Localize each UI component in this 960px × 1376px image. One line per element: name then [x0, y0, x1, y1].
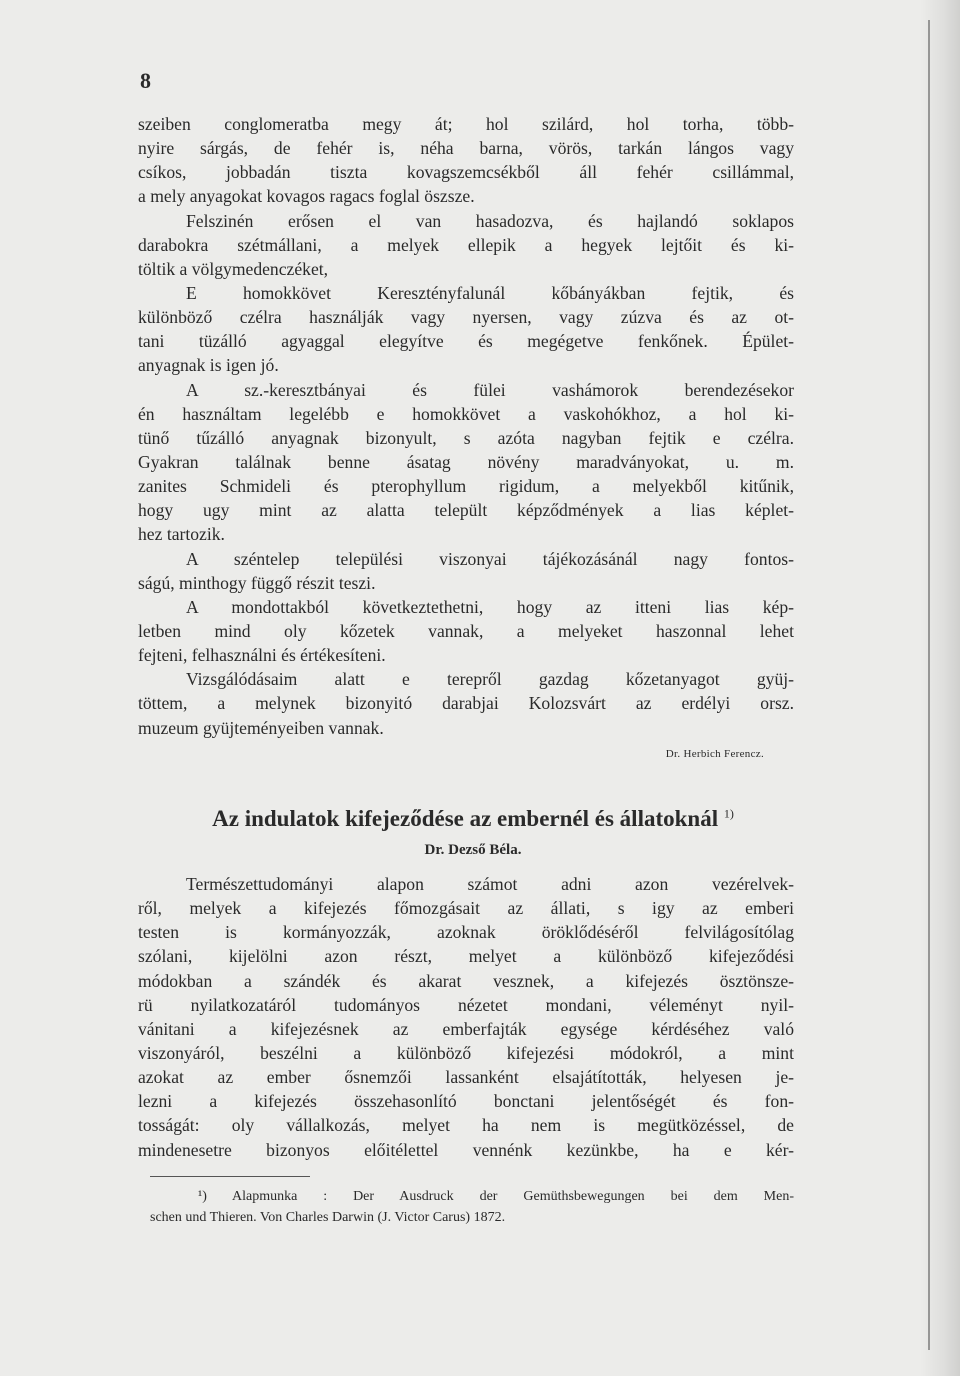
text-line: Gyakran találnak benne ásatag növény maradványokat, u. m. — [138, 451, 794, 472]
article-body — [138, 872, 794, 1162]
text-line: a mely anyagokat kovagos ragacs foglal öszsze. — [138, 186, 475, 207]
author-signature: Dr. Herbich Ferencz. — [665, 748, 764, 760]
text-line: hogy ugy mint az alatta települt képződmények a lias képlet- — [138, 500, 794, 521]
text-line: Természettudományi alapon számot adni azon vezérelvek- — [186, 874, 794, 894]
text-line: szólani, kijelölni azon részt, melyet a különböző kifejeződési — [138, 946, 794, 967]
text-line: töttem, a melynek bizonyitó darabjai Kolozsvárt az erdélyi orsz. — [138, 693, 794, 714]
text-line: fejteni, felhasználni és értékesíteni. — [138, 645, 386, 666]
text-line: letben mind oly kőzetek vannak, a melyeket haszonnal lehet — [138, 620, 794, 641]
text-line: A mondottakból következtethetni, hogy az itteni lias kép- — [186, 596, 794, 617]
text-line: különböző czélra használják vagy nyersen, vagy zúzva és az ot- — [138, 307, 794, 328]
text-line: lezni a kifejezés összehasonlító bonctani jelentőségét és fon- — [138, 1091, 794, 1112]
text-line: viszonyáról, beszélni a különböző kifejezési módokról, a mint — [138, 1042, 794, 1063]
text-line: én használtam legelébb e homokkövet a vaskohókhoz, a hol ki- — [138, 403, 794, 424]
article-author: Dr. Dezső Béla. — [424, 842, 522, 858]
text-line: mindenesetre bizonyos előitélettel vennénk kezünkbe, ha e kér- — [138, 1139, 794, 1160]
page-number: 8 — [140, 68, 151, 93]
text-line: zanites Schmideli és pterophyllum rigidum, a melyekből kitűnik, — [138, 476, 794, 497]
text-line: A sz.-keresztbányai és fülei vashámorok berendezésekor — [186, 379, 794, 400]
text-line: E homokkövet Keresztényfalunál kőbányákban fejtik, és — [186, 282, 794, 303]
text-line: ságú, minthogy függő részit teszi. — [138, 572, 376, 593]
text-line: A széntelep települési viszonyai tájékozásánál nagy fontos- — [186, 548, 794, 569]
text-line: rü nyilatkozatáról tudományos nézetet mondani, véleményt nyil- — [138, 994, 794, 1015]
text-line: csíkos, jobbadán tiszta kovagszemcsékből áll fehér csillámmal, — [138, 162, 794, 183]
text-line: szeiben conglomeratba megy át; hol szilárd, hol torha, több- — [138, 114, 794, 134]
text-line: testen is kormányozzák, azoknak öröklődéséről felvilágosítólag — [138, 922, 794, 943]
section-title-text: Az indulatok kifejeződése az embernél és állatoknál — [212, 806, 719, 831]
page-edge-shadow — [920, 0, 960, 1376]
footnote-marker: 1) — [723, 806, 734, 821]
page-edge-line — [928, 20, 930, 1350]
text-line: tosságát: oly vállalkozás, melyet ha nem is megütközéssel, de — [138, 1115, 794, 1136]
text-line: hez tartozik. — [138, 524, 225, 545]
text-line: vánitani a kifejezésnek az emberfajták egysége kérdéséhez való — [138, 1018, 794, 1039]
text-line: töltik a völgymedenczéket, — [138, 258, 329, 279]
footnote — [150, 1186, 794, 1228]
text-line: módokban a szándék és akarat vesznek, a kifejezés ösztönsze- — [138, 970, 794, 991]
text-line: tani tüzálló agyaggal elegyítve és megégetve fenkőnek. Épület- — [138, 331, 794, 352]
section-title — [138, 806, 808, 832]
continued-paragraph — [138, 112, 794, 740]
text-line: ről, melyek a kifejezés főmozgásait az állati, s igy az emberi — [138, 898, 794, 919]
text-line: schen und Thieren. Von Charles Darwin (J. Victor Carus) 1872. — [150, 1210, 506, 1225]
text-line: muzeum gyüjteményeiben vannak. — [138, 717, 384, 738]
text-line: Felszinén erősen el van hasadozva, és hajlandó soklapos — [186, 210, 794, 231]
text-line: nyire sárgás, de fehér is, néha barna, vörös, tarkán lángos vagy — [138, 138, 794, 159]
text-line: ¹) Alapmunka : Der Ausdruck der Gemüthsbewegungen bei dem Men- — [198, 1189, 794, 1204]
text-line: tünő tűzálló anyagnak bizonyult, s azóta nagyban fejtik e czélra. — [138, 427, 794, 448]
text-line: darabokra szétmállani, a melyek ellepik a hegyek lejtőit és ki- — [138, 234, 794, 255]
text-line: anyagnak is igen jó. — [138, 355, 279, 376]
footnote-divider — [150, 1176, 310, 1177]
text-line: azokat az ember ősnemzői lassanként elsajátították, helyesen je- — [138, 1067, 794, 1088]
text-line: Vizsgálódásaim alatt e terepről gazdag kőzetanyagot gyüj- — [186, 669, 794, 690]
